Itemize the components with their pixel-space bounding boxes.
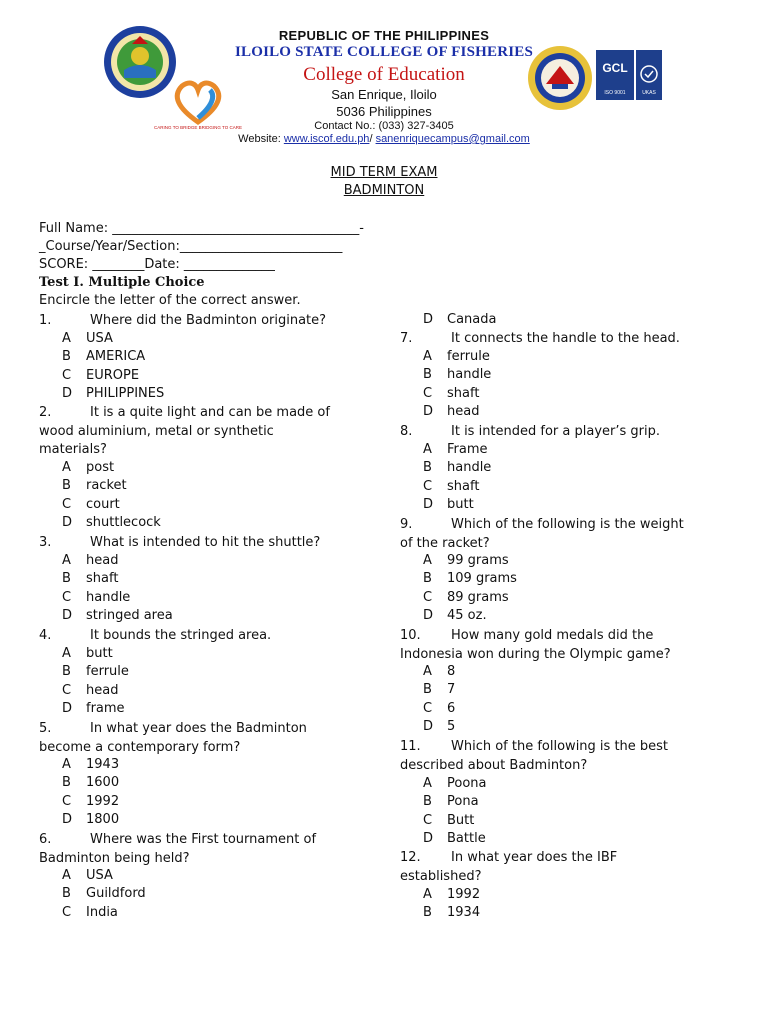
option-letter: B [62, 886, 71, 901]
option-text: butt [447, 497, 474, 512]
question-10-option-d [423, 719, 455, 734]
question-12-option-a [423, 887, 480, 902]
caring-logo-text: CARING TO BRIDGE BRIDGING TO CARE [154, 125, 242, 130]
option-letter: B [423, 905, 432, 920]
option-text: PHILIPPINES [86, 386, 165, 401]
option-letter: C [423, 701, 433, 716]
option-letter: B [62, 571, 71, 586]
option-letter: C [423, 813, 433, 828]
option-letter: C [423, 386, 433, 401]
question-3-option-b [62, 571, 118, 586]
question-1 [39, 312, 339, 331]
option-text: head [86, 683, 119, 698]
question-text: In what year does the IBF established? [400, 850, 618, 884]
option-text: 99 grams [447, 553, 509, 568]
question-number: 10. [400, 628, 421, 643]
option-letter: C [62, 905, 72, 920]
option-letter: A [62, 868, 71, 883]
question-2-option-b [62, 478, 127, 493]
option-text: Poona [447, 776, 487, 791]
option-letter: D [62, 812, 73, 827]
option-text: shaft [447, 386, 480, 401]
question-7-option-a [423, 349, 490, 364]
question-3-option-d [62, 608, 173, 623]
option-letter: B [62, 664, 71, 679]
option-letter: B [62, 775, 71, 790]
option-text: stringed area [86, 608, 173, 623]
gcl-text: GCL [602, 61, 628, 75]
question-6-option-c [62, 905, 118, 920]
option-text: 7 [447, 682, 456, 697]
question-2 [39, 404, 339, 460]
question-4-option-d [62, 701, 125, 716]
question-5-option-d [62, 812, 119, 827]
question-8-option-d [423, 497, 474, 512]
option-letter: B [62, 349, 71, 364]
option-letter: D [62, 515, 73, 530]
option-text: shuttlecock [86, 515, 161, 530]
website-link[interactable]: www.iscof.edu.ph [283, 133, 370, 145]
option-letter: D [423, 404, 434, 419]
question-12 [400, 849, 700, 886]
website-line [0, 133, 768, 145]
question-text: In what year does the Badminton become a contemporary form? [39, 721, 307, 755]
question-3-option-a [62, 553, 118, 568]
question-6 [39, 831, 339, 868]
email-link[interactable]: sanenriquecampus@gmail.com [375, 133, 530, 145]
question-text: It connects the handle to the head. [451, 331, 680, 346]
question-12-option-b [423, 905, 480, 920]
question-8-option-c [423, 479, 479, 494]
question-7-option-d [423, 404, 479, 419]
question-4 [39, 627, 339, 646]
option-text: AMERICA [86, 349, 146, 364]
option-letter: B [423, 571, 432, 586]
question-9-option-c [423, 590, 509, 605]
question-text: Which of the following is the weight of the racket? [400, 517, 684, 551]
question-2-option-d [62, 515, 161, 530]
question-9-option-a [423, 553, 509, 568]
option-letter: A [423, 776, 432, 791]
test-instruction: Encircle the letter of the correct answer. [39, 293, 301, 308]
question-5-option-b [62, 775, 119, 790]
full-name-field: Full Name: ______________________________________- [39, 221, 364, 236]
course-field: _Course/Year/Section:_________________________ [39, 239, 343, 254]
question-11-option-b [423, 794, 479, 809]
question-11-option-c [423, 813, 474, 828]
question-11-option-d [423, 831, 486, 846]
option-text: 6 [447, 701, 456, 716]
option-text: 1992 [447, 887, 481, 902]
question-2-option-c [62, 497, 120, 512]
score-date-field: SCORE: ________Date: ______________ [39, 257, 275, 272]
exam-title: MID TERM EXAM [330, 165, 438, 180]
website-label: Website: [238, 133, 284, 145]
option-letter: A [62, 757, 71, 772]
option-text: 45 oz. [447, 608, 487, 623]
option-text: handle [447, 460, 492, 475]
option-letter: B [62, 478, 71, 493]
question-9 [400, 516, 700, 553]
question-8-option-a [423, 442, 488, 457]
option-letter: A [62, 553, 71, 568]
question-6-option-d [423, 312, 496, 327]
question-number: 6. [39, 832, 52, 847]
option-text: butt [86, 646, 113, 661]
option-text: head [86, 553, 119, 568]
option-text: 1943 [86, 757, 120, 772]
option-text: handle [86, 590, 131, 605]
option-letter: C [62, 794, 72, 809]
option-letter: B [423, 794, 432, 809]
option-letter: C [62, 683, 72, 698]
question-3-option-c [62, 590, 130, 605]
question-text: It bounds the stringed area. [90, 628, 272, 643]
ukas-text: UKAS [642, 90, 656, 96]
option-text: EUROPE [86, 368, 140, 383]
question-10-option-a [423, 664, 455, 679]
option-text: shaft [86, 571, 119, 586]
question-number: 1. [39, 313, 52, 328]
option-letter: A [62, 460, 71, 475]
option-letter: D [423, 719, 434, 734]
question-6-option-a [62, 868, 113, 883]
option-letter: A [423, 887, 432, 902]
question-text: It is a quite light and can be made of wood aluminium, metal or synthetic materials? [39, 405, 330, 457]
question-text: Which of the following is the best described about Badminton? [400, 739, 669, 773]
school-name: ILOILO STATE COLLEGE OF FISHERIES [234, 44, 534, 60]
option-text: Frame [447, 442, 488, 457]
question-1-option-c [62, 368, 139, 383]
option-text: 89 grams [447, 590, 509, 605]
question-9-option-b [423, 571, 517, 586]
option-text: ferrule [447, 349, 490, 364]
question-1-option-b [62, 349, 145, 364]
question-5-option-a [62, 757, 119, 772]
option-text: Butt [447, 813, 475, 828]
question-1-option-a [62, 331, 113, 346]
question-number: 11. [400, 739, 421, 754]
option-text: 1934 [447, 905, 481, 920]
question-8 [400, 423, 700, 442]
question-text: Where was the First tournament of Badminton being held? [39, 832, 317, 866]
question-4-option-c [62, 683, 118, 698]
website-separator: / [369, 133, 376, 145]
question-11 [400, 738, 700, 775]
option-letter: A [423, 442, 432, 457]
question-6-option-b [62, 886, 146, 901]
option-letter: D [62, 701, 73, 716]
option-letter: C [62, 497, 72, 512]
option-letter: A [62, 646, 71, 661]
question-text: What is intended to hit the shuttle? [90, 535, 321, 550]
option-text: court [86, 497, 120, 512]
republic-heading: REPUBLIC OF THE PHILIPPINES [278, 28, 490, 43]
option-text: 1992 [86, 794, 120, 809]
option-letter: B [423, 460, 432, 475]
question-number: 12. [400, 850, 421, 865]
option-letter: D [423, 608, 434, 623]
question-7-option-c [423, 386, 479, 401]
question-number: 8. [400, 424, 413, 439]
question-8-option-b [423, 460, 491, 475]
option-text: USA [86, 331, 113, 346]
question-text: How many gold medals did the Indonesia won during the Olympic game? [400, 628, 671, 662]
option-letter: A [423, 664, 432, 679]
option-text: shaft [447, 479, 480, 494]
option-text: handle [447, 367, 492, 382]
option-text: frame [86, 701, 125, 716]
question-5-option-c [62, 794, 119, 809]
option-text: USA [86, 868, 113, 883]
option-letter: B [423, 367, 432, 382]
question-number: 9. [400, 517, 413, 532]
question-9-option-d [423, 608, 487, 623]
question-number: 2. [39, 405, 52, 420]
option-letter: C [62, 368, 72, 383]
address-line-1: San Enrique, Iloilo [331, 87, 437, 102]
option-text: post [86, 460, 115, 475]
question-1-option-d [62, 386, 164, 401]
college-name: College of Education [303, 64, 465, 85]
option-text: racket [86, 478, 127, 493]
option-text: 109 grams [447, 571, 517, 586]
question-10-option-b [423, 682, 455, 697]
option-letter: D [423, 497, 434, 512]
option-letter: A [423, 553, 432, 568]
question-11-option-a [423, 776, 487, 791]
option-text: ferrule [86, 664, 129, 679]
question-7 [400, 330, 700, 349]
question-number: 5. [39, 721, 52, 736]
option-text: 8 [447, 664, 456, 679]
question-10-option-c [423, 701, 455, 716]
option-letter: C [62, 590, 72, 605]
question-5 [39, 720, 339, 757]
option-letter: A [62, 331, 71, 346]
option-text: Canada [447, 312, 497, 327]
option-text: 1800 [86, 812, 120, 827]
contact-number: Contact No.: (033) 327-3405 [314, 120, 454, 132]
question-4-option-a [62, 646, 113, 661]
option-text: Battle [447, 831, 486, 846]
address-line-2: 5036 Philippines [336, 104, 432, 119]
question-text: It is intended for a player’s grip. [451, 424, 661, 439]
option-letter: D [423, 312, 434, 327]
option-letter: C [423, 479, 433, 494]
option-text: 1600 [86, 775, 120, 790]
option-text: 5 [447, 719, 456, 734]
option-letter: D [62, 608, 73, 623]
option-text: head [447, 404, 480, 419]
exam-subject: BADMINTON [343, 183, 425, 198]
option-letter: B [423, 682, 432, 697]
option-letter: D [423, 831, 434, 846]
test-heading: Test I. Multiple Choice [39, 275, 205, 290]
question-7-option-b [423, 367, 491, 382]
question-3 [39, 534, 339, 553]
question-4-option-b [62, 664, 129, 679]
option-letter: D [62, 386, 73, 401]
iso-text: ISO 9001 [604, 90, 626, 96]
question-10 [400, 627, 700, 664]
question-2-option-a [62, 460, 114, 475]
option-letter: A [423, 349, 432, 364]
option-text: India [86, 905, 118, 920]
question-number: 7. [400, 331, 413, 346]
question-number: 4. [39, 628, 52, 643]
option-text: Pona [447, 794, 479, 809]
question-number: 3. [39, 535, 52, 550]
question-text: Where did the Badminton originate? [90, 313, 327, 328]
option-text: Guildford [86, 886, 146, 901]
option-letter: C [423, 590, 433, 605]
